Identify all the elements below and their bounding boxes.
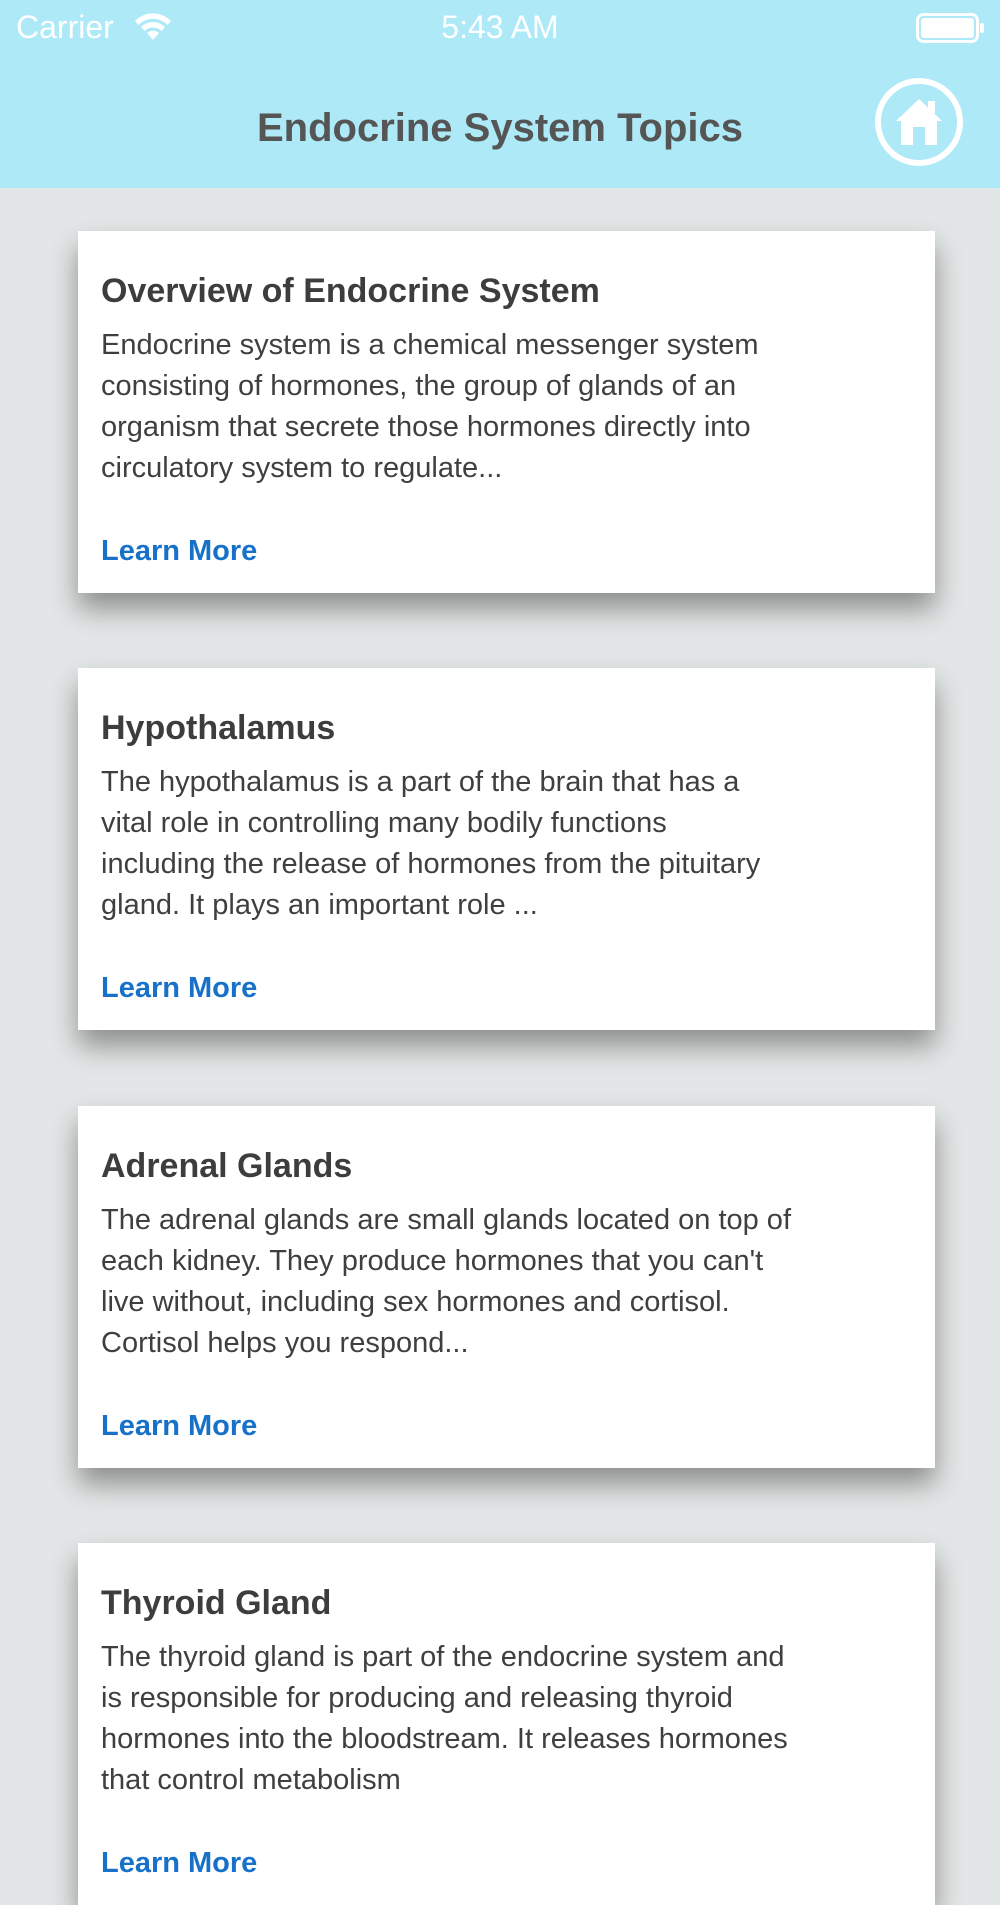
battery-icon [916,13,986,43]
card-title: Thyroid Gland [101,1584,332,1622]
learn-more-link[interactable]: Learn More [101,535,258,567]
learn-more-link[interactable]: Learn More [101,972,258,1004]
card-title: Overview of Endocrine System [101,272,600,310]
card-description: The thyroid gland is part of the endocrine system and is responsible for producing and releasing thyroid hormones into the bloodstream. It releases hormones that control metabolism [101,1641,788,1796]
topics-list[interactable] [0,188,1000,1879]
status-bar [0,0,1000,56]
learn-more-link[interactable]: Learn More [101,1847,258,1879]
card-description: The hypothalamus is a part of the brain that has a vital role in controlling many bodily functions including the release of hormones from the pituitary gland. It plays an important role ... [101,766,761,921]
card-description: The adrenal glands are small glands located on top of each kidney. They produce hormones that you can't live without, including sex hormones and cortisol. Cortisol helps you respond... [101,1204,791,1359]
topic-card[interactable] [78,1543,935,1905]
card-description: Endocrine system is a chemical messenger system consisting of hormones, the group of glands of an organism that secrete those hormones directly into circulatory system to regulate... [101,329,759,484]
status-time: 5:43 AM [441,9,559,45]
topic-card[interactable] [78,231,935,593]
home-button[interactable] [875,78,963,166]
learn-more-link[interactable]: Learn More [101,1410,258,1442]
topic-card[interactable] [78,1106,935,1468]
home-icon [892,95,946,149]
topic-card[interactable] [78,668,935,1030]
card-title: Adrenal Glands [101,1147,353,1185]
navigation-bar [0,56,1000,188]
carrier-label: Carrier [16,9,114,45]
card-title: Hypothalamus [101,709,336,747]
page-title: Endocrine System Topics [256,106,744,150]
